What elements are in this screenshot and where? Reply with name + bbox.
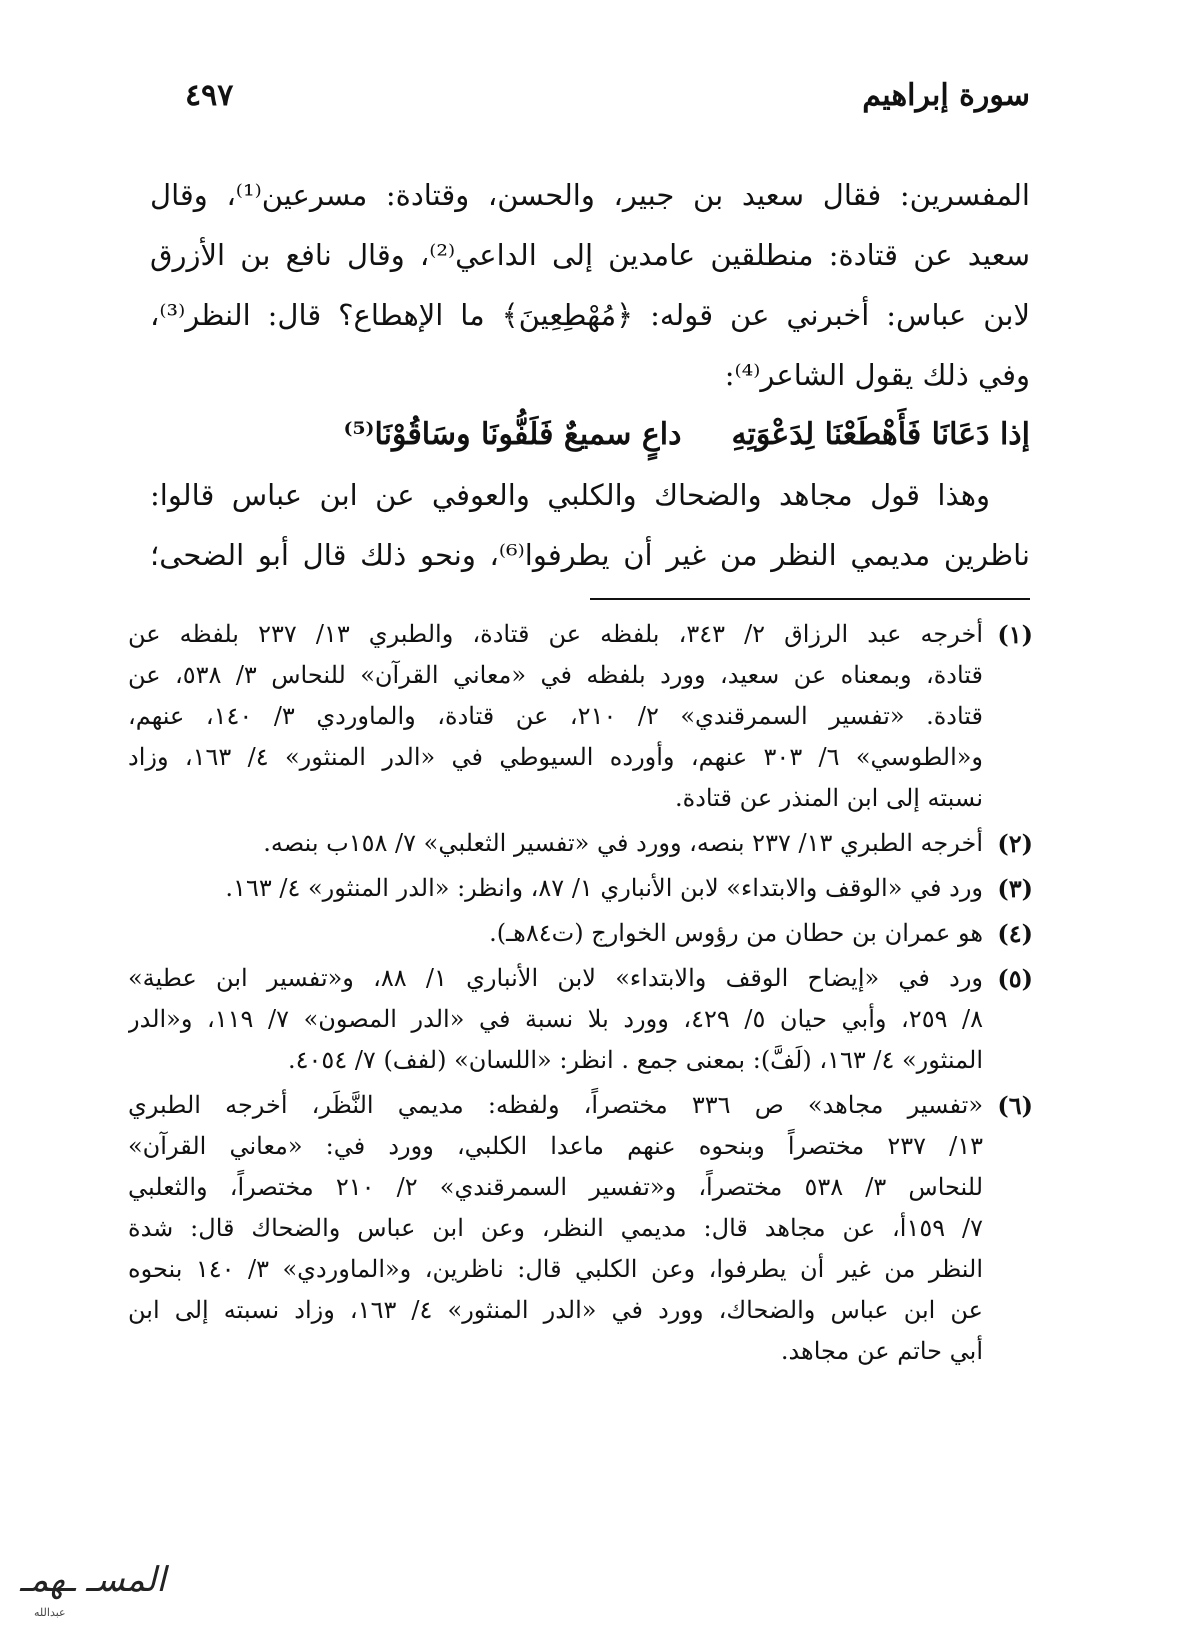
footnote [128, 1085, 1033, 1372]
footnote-line: ورد في «الوقف والابتداء» لابن الأنباري ١/ ٨٧، وانظر: «الدر المنثور» ٤/ ١٦٣. [225, 874, 983, 902]
footnote-line: أخرجه الطبري ١٣/ ٢٣٧ بنصه، وورد في «تفسير الثعلبي» ٧/ ١٥٨ب بنصه. [263, 829, 983, 857]
footnote-line: ورد في «إيضاح الوقف والابتداء» لابن الأنباري ١/ ٨٨، و«تفسير ابن عطية» [128, 964, 983, 992]
footnote-line: أبي حاتم عن مجاهد. [780, 1337, 983, 1365]
footnote-number: (٤) [997, 919, 1033, 948]
text-line: سعيد عن قتادة: منطلقين عامدين إلى الداعي⁽²⁾، وقال نافع بن الأزرق [150, 238, 1030, 272]
watermark-logo [20, 1560, 166, 1635]
footnote-number: (٢) [997, 829, 1033, 858]
footnote-line: ٧/ ١٥٩أ، عن مجاهد قال: مديمي النظر، وعن ابن عباس والضحاك قال: شدة [128, 1214, 983, 1242]
page-number: ٤٩٧ [185, 78, 234, 113]
footnote [128, 868, 1033, 909]
footnote-line: أخرجه عبد الرزاق ٢/ ٣٤٣، بلفظه عن قتادة، والطبري ١٣/ ٢٣٧ بلفظه عن [128, 620, 983, 648]
footnote-line: نسبته إلى ابن المنذر عن قتادة. [675, 784, 983, 812]
footnote [128, 614, 1033, 819]
footnote-number: (١) [997, 620, 1033, 649]
footnote-number: (٦) [997, 1091, 1033, 1120]
footnote-line: عن ابن عباس والضحاك، وورد في «الدر المنثور» ٤/ ١٦٣، وزاد نسبته إلى ابن [128, 1296, 983, 1324]
running-title: سورة إبراهيم [862, 78, 1030, 113]
footnote [128, 913, 1033, 954]
footnote [128, 958, 1033, 1081]
footnote-number: (٥) [997, 964, 1033, 993]
footnote-line: «تفسير مجاهد» ص ٣٣٦ مختصراً، ولفظه: مديمي النَّظَر، أخرجه الطبري [128, 1091, 983, 1119]
text-line: لابن عباس: أخبرني عن قوله: ﴿مُهْطِعِينَ﴾ ما الإهطاع؟ قال: النظر⁽³⁾، [150, 298, 1030, 332]
footnote-divider [590, 598, 1030, 600]
footnote-line: قتادة. «تفسير السمرقندي» ٢/ ٢١٠، عن قتادة، والماوردي ٣/ ١٤٠، عنهم، [128, 702, 983, 730]
poetry-verse [150, 405, 1030, 465]
text-line: المفسرين: فقال سعيد بن جبير، والحسن، وقتادة: مسرعين⁽¹⁾، وقال [150, 178, 1030, 212]
page-header [185, 78, 1030, 128]
footnote-line: المنثور» ٤/ ١٦٣، (لَفَّ): بمعنى جمع . انظر: «اللسان» (لفف) ٧/ ٤٠٥٤. [288, 1046, 983, 1074]
verse-first-hemistich: إذا دَعَانَا فَأَهْطَعْنَا لِدَعْوَتِهِ [731, 417, 1030, 452]
footnote [128, 823, 1033, 864]
footnote-line: و«الطوسي» ٦/ ٣٠٣ عنهم، وأورده السيوطي في «الدر المنثور» ٤/ ١٦٣، وزاد [128, 743, 983, 771]
footnote-line: قتادة، وبمعناه عن سعيد، وورد بلفظه في «معاني القرآن» للنحاس ٣/ ٥٣٨، عن [128, 661, 983, 689]
text-line: وفي ذلك يقول الشاعر⁽⁴⁾: [724, 358, 1030, 392]
logo-calligraphy: المسـ ـهمـ [20, 1560, 166, 1600]
footnote-line: هو عمران بن حطان من رؤوس الخوارج (ت٨٤هـ). [489, 919, 983, 947]
footnote-line: ١٣/ ٢٣٧ مختصراً وبنحوه عنهم ماعدا الكلبي، وورد في: «معاني القرآن» [128, 1132, 983, 1160]
footnotes [128, 614, 1033, 1376]
main-text [150, 165, 1030, 585]
text-line: وهذا قول مجاهد والضحاك والكلبي والعوفي عن ابن عباس قالوا: [150, 478, 990, 512]
footnote-line: للنحاس ٣/ ٥٣٨ مختصراً، و«تفسير السمرقندي» ٢/ ٢١٠ مختصراً، والثعلبي [128, 1173, 983, 1201]
text-line: ناظرين مديمي النظر من غير أن يطرفوا⁽⁶⁾، ونحو ذلك قال أبو الضحى؛ [150, 538, 1030, 572]
footnote-number: (٣) [997, 874, 1033, 903]
footnote-line: النظر من غير أن يطرفوا، وعن الكلبي قال: ناظرين، و«الماوردي» ٣/ ١٤٠ بنحوه [128, 1255, 983, 1283]
verse-second-hemistich: داعٍ سميعٌ فَلَفُّونَا وسَاقُوْنَا⁽⁵⁾ [343, 417, 682, 452]
logo-subtext: عبدالله [34, 1606, 66, 1619]
footnote-line: ٨/ ٢٥٩، وأبي حيان ٥/ ٤٢٩، وورد بلا نسبة في «الدر المصون» ٧/ ١١٩، و«الدر [128, 1005, 983, 1033]
